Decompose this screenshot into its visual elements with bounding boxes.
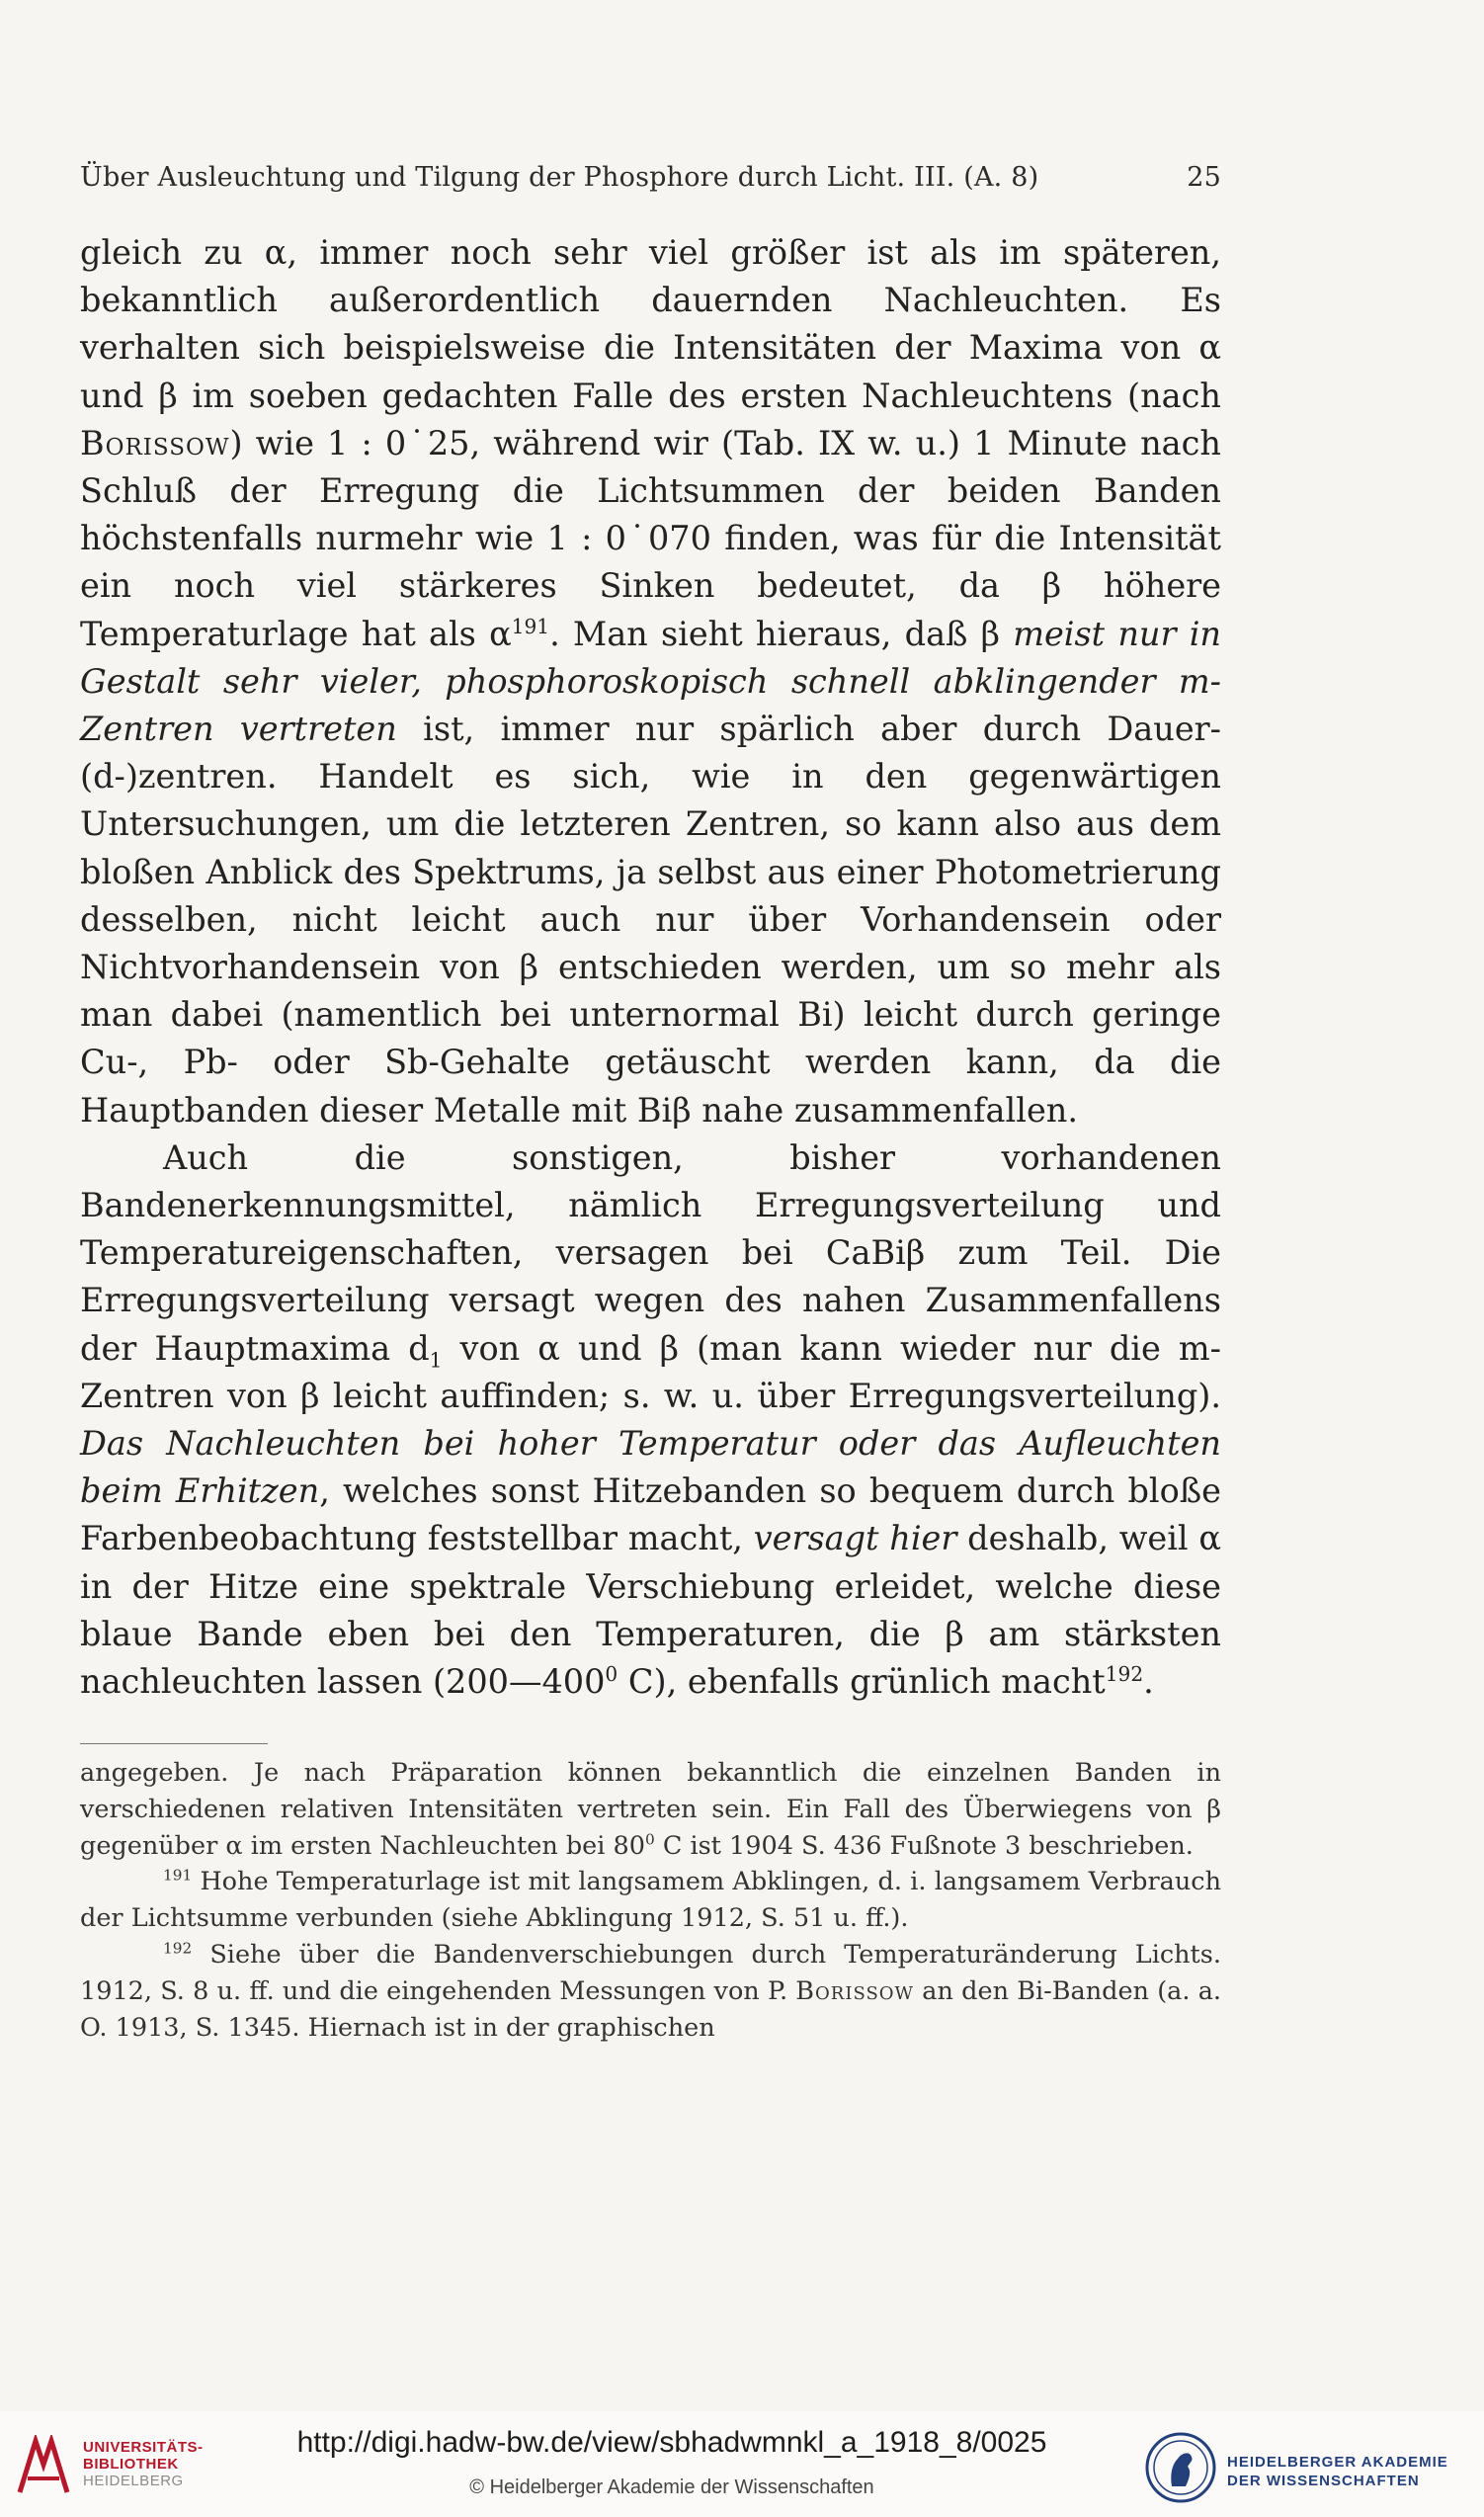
source-url-link[interactable]: http://digi.hadw-bw.de/view/sbhadwmnkl_a_1918_8/0025: [296, 2426, 1047, 2459]
academy-name-line: DER WISSENSCHAFTEN: [1227, 2473, 1420, 2489]
library-city: HEIDELBERG: [83, 2473, 184, 2489]
footnote-ref-191: 191: [511, 614, 550, 638]
academy-name: [1227, 2453, 1448, 2490]
footnote-number: 192: [163, 1939, 193, 1958]
author-name: Borissow: [80, 423, 230, 462]
text-run: deshalb, weil α in der Hitze eine spektrale Verschiebung erleidet, welche diese blaue Bande eben bei den Temperaturen, die β am stärksten nachleuchten lassen (200—400: [80, 1519, 1221, 1702]
text-run: Auch die sonstigen, bisher vorhandenen Bandenerkennungsmittel, nämlich Erregungsverteilung und Temperatureigenschaften, versagen bei CaBiβ zum Teil. Die Erregungsverteilung versagt wegen des nahen Zusammenfallens der Hauptmaxima d: [80, 1137, 1221, 1368]
academy-logo[interactable]: [1144, 2431, 1480, 2500]
footnotes: [80, 1755, 1221, 2046]
emphasis: versagt hier: [753, 1519, 957, 1558]
library-name: [83, 2439, 204, 2489]
footnote-192: [80, 1937, 1221, 2046]
degree-mark: 0: [605, 1661, 618, 1686]
text-run: gleich zu α, immer noch sehr viel größer ist als im späteren, bekanntlich außerordentlich dauernden Nachleuchten. Es verhalten sich beispielsweise die Intensitäten der Maxima von α und β im soeben gedachten Falle des ersten Nachleuchtens (nach: [80, 233, 1221, 415]
footnote-number: 191: [163, 1866, 193, 1885]
text-run: C), ebenfalls grünlich macht: [618, 1662, 1106, 1702]
text-run: ist, immer nur spärlich aber durch Dauer-(d-)zentren. Handelt es sich, wie in den gegenwärtigen Untersuchungen, um die letzteren Zentren, so kann also aus dem bloßen Anblick des Spektrums, ja selbst aus einer Photometrierung desselben, nicht leicht auch nur über Vorhandensein oder Nichtvorhandensein von β entschieden werden, um so mehr als man dabei (namentlich bei unternormal Bi) leicht durch geringe Cu-, Pb- oder Sb-Gehalte getäuscht werden kann, da die Hauptbanden dieser Metalle mit Biβ nahe zusammenfallen.: [80, 710, 1222, 1130]
page-number: 25: [1187, 162, 1221, 193]
library-name-line: UNIVERSITÄTS-: [83, 2439, 204, 2456]
running-title: Über Ausleuchtung und Tilgung der Phosphore durch Licht. III. (A. 8): [80, 162, 1039, 193]
text-run: .: [1143, 1662, 1154, 1702]
footnote-191: [80, 1864, 1221, 1937]
subscript: 1: [429, 1348, 443, 1373]
ub-heidelberg-logo-icon: [14, 2435, 73, 2496]
footnote-rule: [80, 1743, 268, 1744]
text-run: von α und β (man kann wieder nur die m-Zentren von β leicht auffinden; s. w. u. über Erregungsverteilung).: [80, 1328, 1222, 1415]
degree-mark: 0: [644, 1830, 655, 1849]
main-text: [80, 229, 1221, 1706]
paragraph-1: [80, 229, 1221, 1134]
academy-seal-icon: [1144, 2431, 1217, 2504]
library-name-line: BIBLIOTHEK: [83, 2456, 179, 2473]
text-run: C ist 1904 S. 436 Fußnote 3 beschrieben.: [654, 1830, 1194, 1861]
footnote-continuation: [80, 1755, 1221, 1864]
text-run: , welches sonst Hitzebanden so bequem durch bloße Farbenbeobachtung feststellbar macht,: [80, 1471, 1221, 1558]
emphasis: meist nur in Gestalt sehr vieler, phosphoroskopisch schnell abklingender m-Zentren vertreten: [80, 614, 1221, 749]
author-name: Borissow: [795, 1975, 915, 2006]
library-logo[interactable]: [14, 2431, 204, 2500]
digitization-footer: [0, 2411, 1484, 2517]
text-run: ) wie 1 : 0˙25, während wir (Tab. IX w. u.) 1 Minute nach Schluß der Erregung die Lichtsummen der beiden Banden höchstenfalls nurmehr wie 1 : 0˙070 finden, was für die Intensität ein noch viel stärkeres Sinken bedeutet, da β höhere Temperaturlage hat als α: [80, 423, 1221, 653]
text-run: angegeben. Je nach Präparation können bekanntlich die einzelnen Banden in verschiedenen relativen Intensitäten vertreten sein. Ein Fall des Überwiegens von β gegenüber α im ersten Nachleuchten bei 80: [80, 1758, 1221, 1861]
emphasis: Das Nachleuchten bei hoher Temperatur oder das Aufleuchten beim Erhitzen: [80, 1424, 1221, 1511]
text-run: . Man sieht hieraus, daß β: [549, 614, 1014, 653]
text-run: Hohe Temperaturlage ist mit langsamem Abklingen, d. i. langsamem Verbrauch der Lichtsumme verbunden (siehe Abklingung 1912, S. 51 u. ff.).: [80, 1867, 1221, 1934]
footnote-ref-192: 192: [1105, 1661, 1144, 1686]
academy-name-line: HEIDELBERGER AKADEMIE: [1227, 2454, 1448, 2471]
text-run: an den Bi-Banden (a. a. O. 1913, S. 1345. Hiernach ist in der graphischen: [80, 1975, 1221, 2043]
running-header: [80, 156, 1221, 200]
paragraph-2: [80, 1134, 1221, 1706]
text-run: Siehe über die Bandenverschiebungen durch Temperaturänderung Lichts. 1912, S. 8 u. ff. und die eingehenden Messungen von P.: [80, 1939, 1221, 2006]
copyright-notice: © Heidelberger Akademie der Wissenschaften: [469, 2476, 874, 2498]
